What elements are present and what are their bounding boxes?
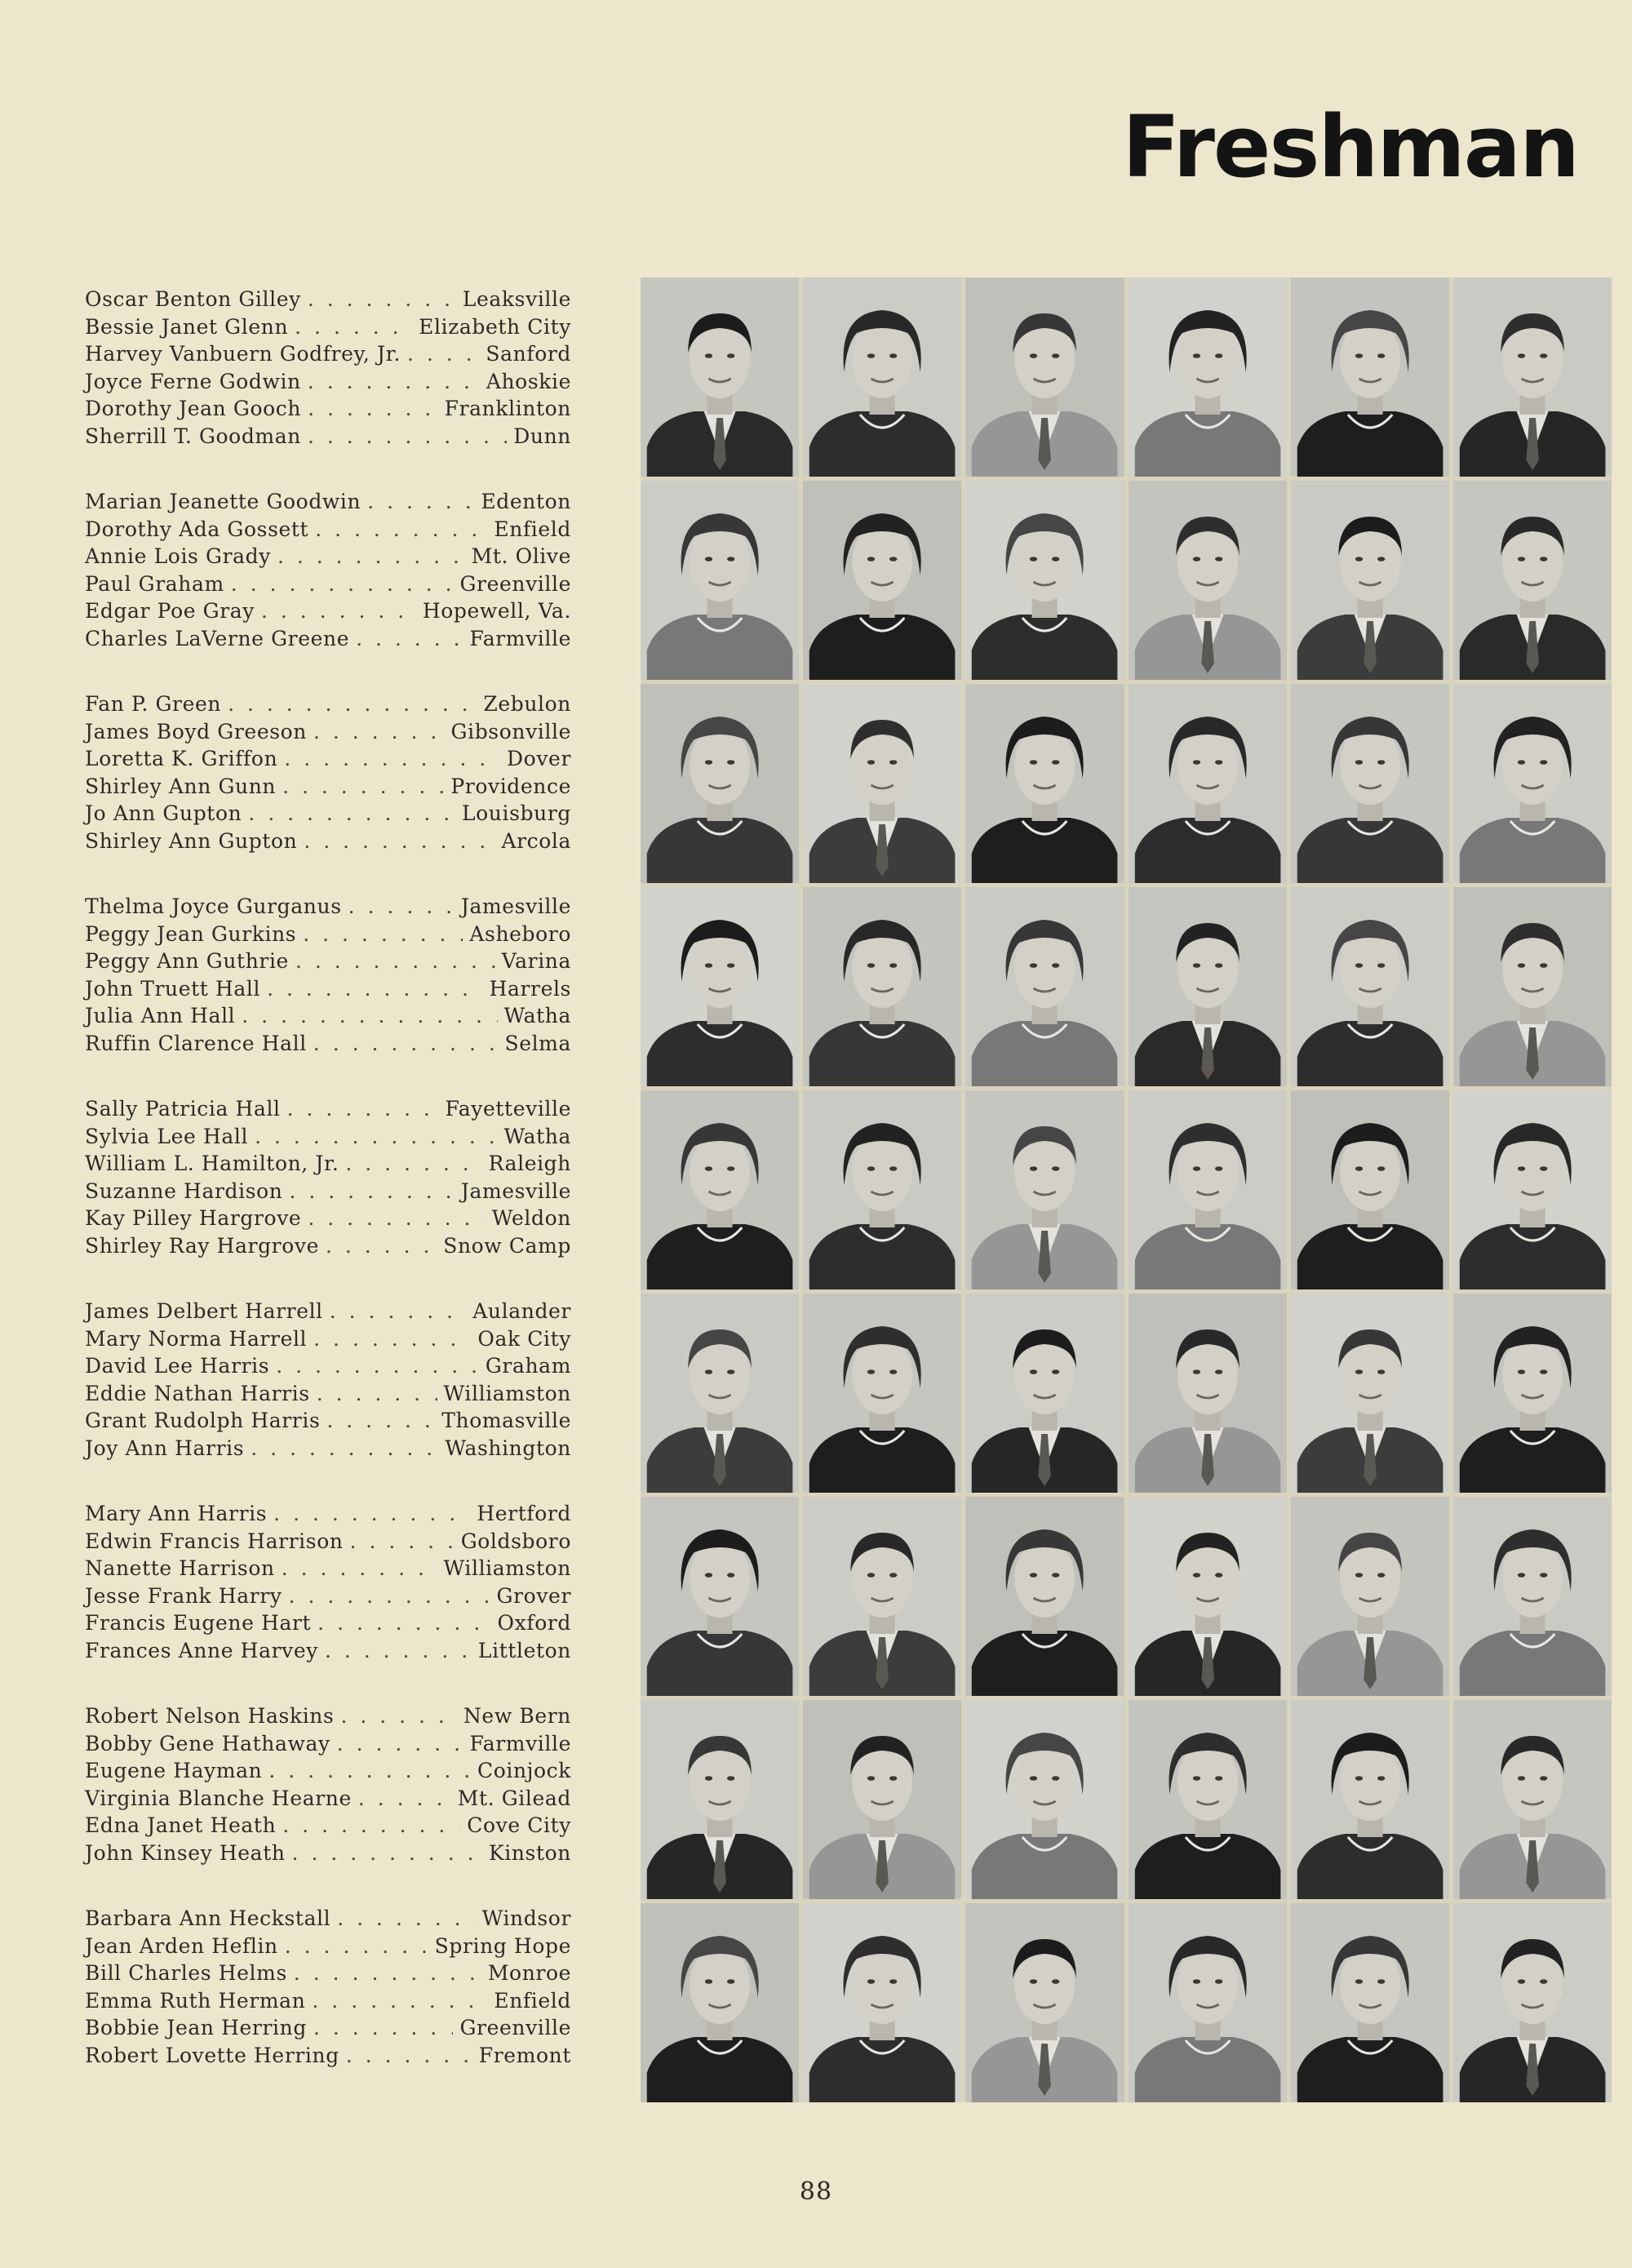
portrait-photo [641, 887, 799, 1086]
student-name: Edwin Francis Harrison [85, 1529, 344, 1553]
student-name: Barbara Ann Heckstall [85, 1906, 331, 1930]
hometown: Arcola [501, 828, 571, 853]
dot-leader [367, 488, 474, 516]
roster-entry [85, 2042, 571, 2070]
portrait-photo [803, 277, 961, 477]
hometown: Cove City [467, 1813, 571, 1837]
portrait-photo [1291, 684, 1449, 883]
dot-leader [295, 313, 412, 341]
student-name: Ruffin Clarence Hall [85, 1031, 307, 1055]
roster-entry [85, 488, 571, 516]
hometown: Weldon [491, 1206, 571, 1230]
portrait-photo [1453, 887, 1612, 1086]
roster-entry [85, 1178, 571, 1205]
roster-entry [85, 1960, 571, 1987]
portrait-photo [1291, 1903, 1449, 2102]
hometown: Varina [501, 949, 571, 973]
student-name: Bessie Janet Glenn [85, 314, 289, 339]
portrait-photo [803, 1090, 961, 1289]
student-name: Annie Lois Grady [85, 544, 271, 568]
hometown: Oxford [497, 1611, 571, 1635]
page-number: 88 [799, 2177, 833, 2206]
student-name: Oscar Benton Gilley [85, 287, 301, 311]
student-name: Peggy Ann Guthrie [85, 949, 289, 973]
hometown: Fayetteville [445, 1097, 571, 1121]
roster-entry [85, 1095, 571, 1123]
dot-leader [317, 1380, 437, 1408]
roster-entry [85, 1730, 571, 1758]
dot-leader [337, 1905, 475, 1933]
roster-entry [85, 1002, 571, 1030]
roster-entry [85, 570, 571, 598]
dot-leader [346, 2042, 472, 2070]
student-name: Bill Charles Helms [85, 1961, 287, 1985]
student-name: Charles LaVerne Greene [85, 626, 350, 650]
roster-entry [85, 1812, 571, 1840]
portrait-photo [641, 277, 799, 477]
roster-entry [85, 1702, 571, 1730]
dot-leader [251, 1435, 438, 1462]
portrait-photo [641, 1497, 799, 1696]
student-name: Julia Ann Hall [85, 1004, 236, 1027]
dot-leader [308, 368, 480, 396]
portrait-photo [641, 1090, 799, 1289]
dot-leader [313, 2014, 454, 2042]
portrait-photo [641, 1294, 799, 1493]
student-name: Bobbie Jean Herring [85, 2016, 307, 2039]
hometown: Jamesville [460, 1178, 571, 1203]
roster-group [85, 1298, 571, 1500]
dot-leader [350, 1528, 455, 1556]
student-name: Mary Norma Harrell [85, 1326, 308, 1351]
student-name: Jean Arden Heflin [85, 1933, 278, 1958]
portrait-photo [1453, 1903, 1612, 2102]
student-name: Paul Graham [85, 571, 224, 596]
student-name: Sherrill T. Goodman [85, 424, 301, 448]
student-name: Eugene Hayman [85, 1759, 263, 1782]
student-name: David Lee Harris [85, 1354, 270, 1378]
dot-leader [273, 1500, 470, 1528]
roster-entry [85, 1528, 571, 1556]
portrait-photo [803, 1903, 961, 2102]
hometown: Jamesville [460, 894, 571, 918]
dot-leader [308, 395, 438, 423]
roster-entry [85, 800, 571, 828]
student-name: Edgar Poe Gray [85, 599, 255, 623]
roster-entry [85, 773, 571, 801]
hometown: Thomasville [441, 1409, 571, 1432]
portrait-photo [1453, 277, 1612, 477]
student-name: Mary Ann Harris [85, 1502, 268, 1525]
portrait-photo [1129, 1294, 1287, 1493]
portrait-photo [803, 1497, 961, 1696]
portrait-photo [641, 481, 799, 680]
portrait-photo [1291, 887, 1449, 1086]
portrait-photo [1129, 277, 1287, 477]
roster-entry [85, 625, 571, 653]
portrait-photo [1129, 481, 1287, 680]
dot-leader [308, 286, 456, 313]
roster-entry [85, 1933, 571, 1960]
portrait-photo [641, 1903, 799, 2102]
hometown: Harrels [489, 976, 571, 1001]
hometown: Ahoskie [486, 369, 571, 393]
student-name: James Boyd Greeson [85, 719, 307, 743]
hometown: Williamston [443, 1381, 571, 1405]
dot-leader [340, 1702, 457, 1730]
portrait-photo [803, 887, 961, 1086]
roster-entry [85, 1582, 571, 1610]
portrait-photo [641, 684, 799, 883]
dot-leader [330, 1298, 467, 1325]
roster-entry [85, 395, 571, 423]
roster-entry [85, 718, 571, 746]
hometown: Edenton [481, 490, 571, 513]
student-name: Thelma Joyce Gurganus [85, 894, 342, 918]
dot-leader [348, 893, 455, 921]
roster-group [85, 1702, 571, 1905]
portrait-photo [641, 1700, 799, 1899]
student-name: Kay Pilley Hargrove [85, 1206, 302, 1230]
roster-entry [85, 423, 571, 450]
portrait-photo [1291, 277, 1449, 477]
portrait-photo [1129, 1497, 1287, 1696]
hometown: Mt. Olive [471, 544, 571, 568]
dot-leader [255, 1123, 497, 1151]
hometown: Selma [504, 1031, 571, 1055]
student-name: Dorothy Ada Gossett [85, 517, 309, 541]
dot-leader [289, 1582, 490, 1610]
roster-entry [85, 1325, 571, 1353]
portrait-photo [965, 481, 1124, 680]
hometown: Franklinton [444, 397, 571, 420]
portrait-photo [965, 277, 1124, 477]
roster-entry [85, 1500, 571, 1528]
roster-entry [85, 368, 571, 396]
student-name: Grant Rudolph Harris [85, 1409, 321, 1432]
roster-group [85, 1905, 571, 2107]
dot-leader [313, 1030, 499, 1058]
hometown: Spring Hope [434, 1933, 571, 1958]
roster-entry [85, 1435, 571, 1462]
hometown: Kinston [488, 1840, 571, 1865]
hometown: Williamston [443, 1556, 571, 1580]
roster-entry [85, 1298, 571, 1325]
roster-entry [85, 1407, 571, 1435]
roster-entry [85, 828, 571, 855]
student-name: Sally Patricia Hall [85, 1097, 281, 1121]
student-name: Dorothy Jean Gooch [85, 397, 302, 420]
dot-leader [308, 1205, 485, 1232]
roster-entry [85, 1030, 571, 1058]
roster-entry [85, 893, 571, 921]
portrait-photo [803, 1294, 961, 1493]
dot-leader [268, 1757, 471, 1785]
portrait-photo [1453, 1700, 1612, 1899]
portrait-photo [965, 1903, 1124, 2102]
dot-leader [317, 1609, 490, 1637]
hometown: Asheboro [469, 921, 571, 946]
roster-entry [85, 543, 571, 570]
dot-leader [325, 1637, 472, 1665]
hometown: Grover [496, 1583, 571, 1608]
portrait-photo [965, 1090, 1124, 1289]
dot-leader [282, 1555, 437, 1582]
portrait-photo [1291, 1294, 1449, 1493]
student-name: Joyce Ferne Godwin [85, 369, 301, 393]
dot-leader [326, 1407, 435, 1435]
dot-leader [287, 1095, 439, 1123]
roster-entry [85, 745, 571, 773]
dot-leader [282, 1812, 460, 1840]
roster-entry [85, 1637, 571, 1665]
roster-group [85, 690, 571, 893]
portrait-photo [965, 1700, 1124, 1899]
hometown: Watha [503, 1124, 571, 1148]
student-name: Francis Eugene Hart [85, 1611, 312, 1635]
portrait-photo [1129, 684, 1287, 883]
portrait-photo [1453, 481, 1612, 680]
roster-entry [85, 1150, 571, 1178]
dot-leader [282, 773, 444, 801]
hometown: Oak City [477, 1326, 571, 1351]
hometown: Coinjock [477, 1759, 571, 1782]
student-name: Shirley Ann Gupton [85, 828, 298, 853]
roster-entry [85, 948, 571, 975]
roster-entry [85, 1123, 571, 1151]
roster-entry [85, 690, 571, 718]
hometown: Farmville [469, 1731, 571, 1755]
roster-group [85, 488, 571, 690]
hometown: Windsor [481, 1906, 571, 1930]
student-name: Suzanne Hardison [85, 1178, 283, 1203]
dot-leader [267, 975, 482, 1003]
student-name: Bobby Gene Hathaway [85, 1731, 330, 1755]
dot-leader [242, 1002, 497, 1030]
hometown: Dunn [513, 424, 571, 448]
dot-leader [313, 1325, 471, 1353]
hometown: Aulander [472, 1299, 571, 1323]
dot-leader [313, 718, 445, 746]
hometown: Greenville [459, 571, 571, 596]
student-name: Shirley Ray Hargrove [85, 1233, 319, 1258]
roster-group [85, 1500, 571, 1702]
hometown: Greenville [459, 2016, 571, 2039]
dot-leader [290, 1178, 455, 1205]
portrait-photo [1291, 1090, 1449, 1289]
roster-entry [85, 1380, 571, 1408]
hometown: Hertford [477, 1502, 571, 1525]
roster-entry [85, 1987, 571, 2015]
student-name: Shirley Ann Gunn [85, 774, 277, 798]
student-name: Peggy Jean Gurkins [85, 921, 297, 946]
roster-entry [85, 516, 571, 544]
hometown: Watha [503, 1004, 571, 1027]
hometown: Providence [450, 774, 571, 798]
page-title: Freshman [1122, 97, 1578, 197]
student-name: Emma Ruth Herman [85, 1988, 306, 2013]
portrait-photo [965, 1294, 1124, 1493]
portrait-photo [965, 1497, 1124, 1696]
dot-leader [303, 921, 463, 948]
dot-leader [345, 1150, 481, 1178]
portrait-photo [803, 1700, 961, 1899]
hometown: Goldsboro [460, 1529, 571, 1553]
student-name: Virginia Blanche Hearne [85, 1786, 352, 1810]
dot-leader [248, 800, 455, 828]
student-name: Marian Jeanette Goodwin [85, 490, 361, 513]
portrait-photo [965, 684, 1124, 883]
roster-list [85, 286, 571, 2107]
portrait-photo [803, 481, 961, 680]
student-name: Robert Nelson Haskins [85, 1704, 335, 1728]
student-name: John Kinsey Heath [85, 1840, 286, 1865]
hometown: Farmville [469, 626, 571, 650]
roster-entry [85, 1905, 571, 1933]
roster-entry [85, 286, 571, 313]
roster-entry [85, 1609, 571, 1637]
dot-leader [295, 948, 495, 975]
roster-entry [85, 1757, 571, 1785]
dot-leader [356, 625, 463, 653]
hometown: Dover [507, 747, 571, 770]
student-name: James Delbert Harrell [85, 1299, 323, 1323]
student-name: Jo Ann Gupton [85, 801, 242, 825]
portrait-photo [1129, 1903, 1287, 2102]
dot-leader [285, 1933, 428, 1960]
roster-entry [85, 340, 571, 368]
dot-leader [312, 1987, 487, 2015]
student-name: Joy Ann Harris [85, 1436, 245, 1460]
dot-leader [358, 1785, 451, 1813]
portrait-photo [1129, 887, 1287, 1086]
roster-entry [85, 1232, 571, 1260]
hometown: Enfield [494, 1988, 571, 2013]
roster-entry [85, 1785, 571, 1813]
dot-leader [308, 423, 507, 450]
hometown: New Bern [463, 1704, 571, 1728]
hometown: Raleigh [488, 1152, 571, 1175]
student-name: Fan P. Green [85, 692, 222, 716]
hometown: Elizabeth City [419, 314, 571, 339]
roster-entry [85, 1555, 571, 1582]
portrait-photo [1129, 1090, 1287, 1289]
dot-leader [276, 1352, 479, 1380]
dot-leader [304, 828, 494, 855]
dot-leader [228, 690, 477, 718]
student-name: Robert Lovette Herring [85, 2043, 339, 2067]
roster-entry [85, 975, 571, 1003]
hometown: Hopewell, Va. [422, 599, 571, 623]
dot-leader [337, 1730, 463, 1758]
portrait-photo [1453, 1294, 1612, 1493]
hometown: Enfield [494, 517, 571, 541]
hometown: Zebulon [483, 692, 571, 716]
portrait-photo [1291, 1700, 1449, 1899]
hometown: Snow Camp [443, 1233, 571, 1258]
dot-leader [407, 340, 479, 368]
roster-entry [85, 1840, 571, 1867]
dot-leader [277, 543, 465, 570]
roster-entry [85, 2014, 571, 2042]
hometown: Washington [445, 1436, 571, 1460]
student-name: Loretta K. Griffon [85, 747, 278, 770]
student-name: Harvey Vanbuern Godfrey, Jr. [85, 342, 401, 366]
hometown: Graham [485, 1354, 571, 1378]
hometown: Fremont [478, 2043, 571, 2067]
hometown: Gibsonville [450, 719, 571, 743]
portrait-photo [803, 684, 961, 883]
hometown: Monroe [487, 1961, 571, 1985]
hometown: Littleton [477, 1638, 571, 1662]
dot-leader [294, 1960, 481, 1987]
hometown: Louisburg [461, 801, 571, 825]
portrait-photo [1453, 1090, 1612, 1289]
roster-entry [85, 597, 571, 625]
roster-group [85, 893, 571, 1095]
hometown: Mt. Gilead [457, 1786, 571, 1810]
portrait-photo [1453, 684, 1612, 883]
student-name: Frances Anne Harvey [85, 1638, 318, 1662]
roster-group [85, 286, 571, 488]
student-name: John Truett Hall [85, 976, 261, 1001]
student-name: Edna Janet Heath [85, 1813, 277, 1837]
dot-leader [315, 516, 487, 544]
student-name: William L. Hamilton, Jr. [85, 1152, 339, 1175]
portrait-photo [1453, 1497, 1612, 1696]
dot-leader [292, 1840, 482, 1867]
dot-leader [284, 745, 500, 773]
portrait-grid [641, 277, 1612, 2102]
dot-leader [231, 570, 454, 598]
portrait-photo [1129, 1700, 1287, 1899]
dot-leader [326, 1232, 437, 1260]
hometown: Sanford [486, 342, 571, 366]
hometown: Leaksville [462, 287, 571, 311]
portrait-photo [1291, 1497, 1449, 1696]
student-name: Nanette Harrison [85, 1556, 275, 1580]
roster-group [85, 1095, 571, 1298]
student-name: Sylvia Lee Hall [85, 1124, 249, 1148]
roster-entry [85, 1205, 571, 1232]
roster-entry [85, 1352, 571, 1380]
dot-leader [261, 597, 416, 625]
student-name: Jesse Frank Harry [85, 1583, 282, 1608]
roster-entry [85, 921, 571, 948]
roster-entry [85, 313, 571, 341]
portrait-photo [965, 887, 1124, 1086]
student-name: Eddie Nathan Harris [85, 1381, 310, 1405]
portrait-photo [1291, 481, 1449, 680]
